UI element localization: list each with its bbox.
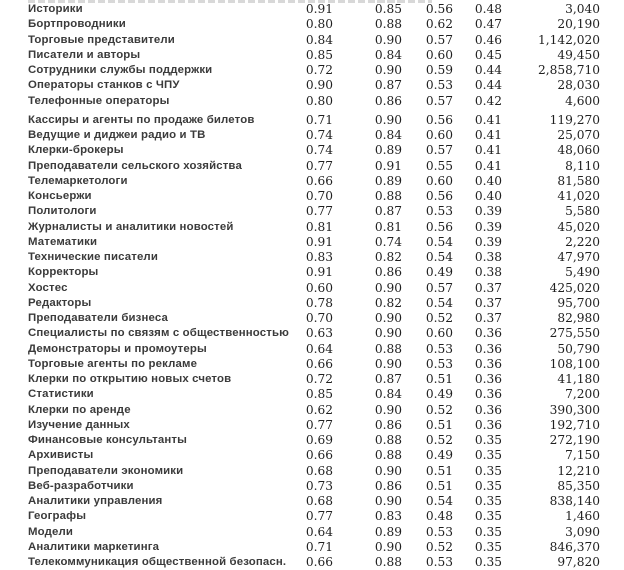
value-cell: 0.52 — [425, 433, 453, 447]
value-cell: 2,220 — [565, 234, 600, 249]
value-cell: 0.83 — [305, 250, 333, 264]
value-cell: 0.36 — [474, 326, 502, 341]
occupation-label: Кассиры и агенты по продаже билетов — [28, 113, 255, 126]
table-row — [0, 174, 624, 189]
occupation-label: Финансовые консультанты — [28, 434, 188, 446]
table-row — [0, 159, 624, 174]
value-cell: 0.82 — [374, 250, 402, 264]
value-cell: 0.54 — [425, 234, 453, 249]
value-cell: 0.63 — [305, 326, 333, 341]
value-cell: 0.35 — [474, 524, 502, 539]
value-cell: 0.53 — [425, 524, 453, 539]
value-cell: 0.56 — [425, 219, 453, 234]
value-cell: 0.53 — [425, 78, 453, 93]
value-cell: 0.35 — [474, 555, 502, 569]
table-row — [0, 387, 624, 402]
table-row — [0, 220, 624, 235]
value-cell: 0.86 — [374, 93, 402, 108]
value-cell: 0.52 — [425, 402, 453, 417]
table-row — [0, 63, 624, 78]
table-row — [0, 433, 624, 448]
value-cell: 0.66 — [305, 555, 333, 569]
occupation-label: Торговые представители — [28, 33, 175, 46]
value-cell: 0.41 — [474, 158, 502, 173]
occupation-label: Ведущие и диджеи радио и ТВ — [28, 129, 206, 141]
value-cell: 3,040 — [565, 2, 600, 16]
value-cell: 0.62 — [305, 402, 333, 417]
occupation-label: Журналисты и аналитики новостей — [28, 220, 234, 233]
table-row — [0, 33, 624, 48]
value-cell: 0.74 — [305, 143, 333, 158]
value-cell: 0.87 — [374, 204, 402, 219]
value-cell: 0.56 — [425, 189, 453, 203]
value-cell: 0.90 — [374, 112, 402, 127]
occupation-label: Телефонные операторы — [28, 94, 170, 107]
value-cell: 0.49 — [425, 448, 453, 463]
value-cell: 0.52 — [425, 539, 453, 554]
value-cell: 45,020 — [557, 219, 600, 234]
value-cell: 5,490 — [565, 265, 600, 280]
occupation-label: Демонстраторы и промоутеры — [28, 342, 207, 355]
value-cell: 0.66 — [305, 173, 333, 188]
value-cell: 0.88 — [374, 341, 402, 356]
value-cell: 0.91 — [305, 234, 333, 249]
table-row — [0, 418, 624, 433]
value-cell: 0.37 — [474, 280, 502, 295]
value-cell: 0.91 — [374, 158, 402, 173]
value-cell: 0.51 — [425, 417, 453, 432]
value-cell: 7,150 — [565, 448, 600, 463]
value-cell: 0.88 — [374, 448, 402, 463]
table-row — [0, 204, 624, 219]
occupation-label: Клерки по аренде — [28, 403, 131, 416]
value-cell: 0.35 — [474, 539, 502, 554]
value-cell: 0.35 — [474, 494, 502, 508]
occupation-label: Политологи — [28, 205, 97, 218]
value-cell: 0.88 — [374, 189, 402, 203]
value-cell: 0.77 — [305, 158, 333, 173]
occupation-label: Изучение данных — [28, 418, 130, 431]
value-cell: 0.60 — [425, 47, 453, 62]
value-cell: 0.78 — [305, 295, 333, 310]
value-cell: 1,460 — [565, 509, 600, 524]
value-cell: 0.70 — [305, 189, 333, 203]
table-row — [0, 540, 624, 555]
value-cell: 0.86 — [374, 478, 402, 493]
value-cell: 0.47 — [474, 17, 502, 32]
value-cell: 0.40 — [474, 173, 502, 188]
value-cell: 0.53 — [425, 555, 453, 569]
value-cell: 0.87 — [374, 78, 402, 93]
occupation-label: Корректоры — [28, 266, 99, 279]
value-cell: 0.51 — [425, 463, 453, 478]
table-row — [0, 311, 624, 326]
value-cell: 12,210 — [557, 463, 600, 478]
value-cell: 0.45 — [474, 47, 502, 62]
value-cell: 0.64 — [305, 524, 333, 539]
value-cell: 0.70 — [305, 311, 333, 325]
occupation-label: Клерки по открытию новых счетов — [28, 373, 232, 385]
value-cell: 0.85 — [374, 2, 402, 16]
value-cell: 20,190 — [557, 17, 600, 32]
table-row — [0, 78, 624, 93]
table-row — [0, 403, 624, 418]
occupation-label: Географы — [28, 510, 87, 523]
occupation-label: Статистики — [28, 388, 94, 401]
occupation-label: Телемаркетологи — [28, 174, 128, 187]
value-cell: 390,300 — [549, 402, 600, 417]
table-row — [0, 281, 624, 296]
occupation-label: Консьержи — [28, 190, 92, 202]
table-row — [0, 189, 624, 204]
value-cell: 0.90 — [374, 356, 402, 371]
value-cell: 425,020 — [549, 280, 600, 295]
value-cell: 0.71 — [305, 112, 333, 127]
value-cell: 0.40 — [474, 189, 502, 203]
value-cell: 0.88 — [374, 433, 402, 447]
value-cell: 0.36 — [474, 387, 502, 402]
value-cell: 0.54 — [425, 295, 453, 310]
value-cell: 0.62 — [425, 17, 453, 32]
value-cell: 0.53 — [425, 341, 453, 356]
value-cell: 8,110 — [565, 158, 600, 173]
table-row — [0, 509, 624, 524]
occupation-label: Историки — [28, 3, 83, 15]
value-cell: 0.84 — [374, 387, 402, 402]
value-cell: 0.35 — [474, 478, 502, 493]
value-cell: 97,820 — [557, 555, 600, 569]
occupation-label: Редакторы — [28, 296, 92, 309]
value-cell: 0.68 — [305, 494, 333, 508]
value-cell: 0.85 — [305, 387, 333, 402]
value-cell: 0.44 — [474, 78, 502, 93]
occupation-label: Операторы станков с ЧПУ — [28, 79, 180, 92]
occupation-label: Писатели и авторы — [28, 48, 141, 61]
value-cell: 0.84 — [374, 47, 402, 62]
occupation-label: Аналитики управления — [28, 495, 163, 507]
occupation-label: Преподаватели сельского хозяйства — [28, 159, 242, 172]
value-cell: 0.54 — [425, 250, 453, 264]
value-cell: 3,090 — [565, 524, 600, 539]
value-cell: 28,030 — [557, 78, 600, 93]
value-cell: 0.53 — [425, 204, 453, 219]
value-cell: 0.35 — [474, 463, 502, 478]
value-cell: 0.36 — [474, 402, 502, 417]
value-cell: 0.86 — [374, 417, 402, 432]
occupation-label: Бортпроводники — [28, 18, 126, 31]
value-cell: 0.90 — [374, 494, 402, 508]
value-cell: 5,580 — [565, 204, 600, 219]
value-cell: 0.90 — [374, 402, 402, 417]
value-cell: 0.51 — [425, 478, 453, 493]
table-row — [0, 326, 624, 341]
value-cell: 0.48 — [474, 2, 502, 16]
table-row — [0, 342, 624, 357]
value-cell: 0.57 — [425, 143, 453, 158]
occupation-label: Веб-разработчики — [28, 479, 134, 492]
occupation-label: Модели — [28, 525, 73, 538]
table-row — [0, 17, 624, 32]
value-cell: 50,790 — [557, 341, 600, 356]
value-cell: 0.49 — [425, 387, 453, 402]
value-cell: 0.36 — [474, 372, 502, 386]
value-cell: 0.35 — [474, 433, 502, 447]
value-cell: 1,142,020 — [537, 32, 600, 47]
value-cell: 0.77 — [305, 204, 333, 219]
table-row — [0, 250, 624, 265]
value-cell: 0.56 — [425, 2, 453, 16]
value-cell: 0.35 — [474, 509, 502, 524]
occupation-label: Торговые агенты по рекламе — [28, 357, 198, 370]
value-cell: 25,070 — [557, 128, 600, 142]
value-cell: 0.74 — [374, 234, 402, 249]
occupation-label: Преподаватели бизнеса — [28, 312, 168, 324]
value-cell: 0.48 — [425, 509, 453, 524]
value-cell: 0.90 — [374, 280, 402, 295]
table-row — [0, 235, 624, 250]
value-cell: 2,858,710 — [537, 63, 600, 77]
table-row — [0, 143, 624, 158]
value-cell: 108,100 — [549, 356, 600, 371]
value-cell: 0.37 — [474, 295, 502, 310]
table-row — [0, 448, 624, 463]
value-cell: 0.83 — [374, 509, 402, 524]
value-cell: 0.46 — [474, 32, 502, 47]
value-cell: 0.72 — [305, 372, 333, 386]
value-cell: 7,200 — [565, 387, 600, 402]
value-cell: 0.71 — [305, 539, 333, 554]
table-row — [0, 357, 624, 372]
value-cell: 0.66 — [305, 356, 333, 371]
occupation-label: Хостес — [28, 281, 68, 294]
value-cell: 0.90 — [374, 539, 402, 554]
table-row — [0, 494, 624, 509]
value-cell: 846,370 — [549, 539, 600, 554]
occupation-label: Архивисты — [28, 449, 94, 462]
value-cell: 0.88 — [374, 17, 402, 32]
value-cell: 0.89 — [374, 143, 402, 158]
value-cell: 0.81 — [305, 219, 333, 234]
value-cell: 48,060 — [557, 143, 600, 158]
occupation-label: Телекоммуникация общественной безопасн. — [28, 556, 287, 568]
value-cell: 0.82 — [374, 295, 402, 310]
value-cell: 0.84 — [374, 128, 402, 142]
value-cell: 0.81 — [374, 219, 402, 234]
value-cell: 0.88 — [374, 555, 402, 569]
value-cell: 275,550 — [549, 326, 600, 341]
value-cell: 0.59 — [425, 63, 453, 77]
value-cell: 838,140 — [549, 494, 600, 508]
table-row — [0, 464, 624, 479]
occupation-label: Аналитики маркетинга — [28, 540, 160, 553]
value-cell: 0.56 — [425, 112, 453, 127]
value-cell: 0.37 — [474, 311, 502, 325]
value-cell: 0.85 — [305, 47, 333, 62]
value-cell: 0.66 — [305, 448, 333, 463]
value-cell: 0.80 — [305, 17, 333, 32]
value-cell: 0.77 — [305, 509, 333, 524]
value-cell: 0.84 — [305, 32, 333, 47]
value-cell: 0.90 — [374, 63, 402, 77]
table-row — [0, 525, 624, 540]
value-cell: 0.39 — [474, 204, 502, 219]
value-cell: 0.86 — [374, 265, 402, 280]
value-cell: 272,190 — [549, 433, 600, 447]
value-cell: 0.52 — [425, 311, 453, 325]
table-row — [0, 2, 624, 17]
table-row — [0, 48, 624, 63]
value-cell: 0.44 — [474, 63, 502, 77]
value-cell: 4,600 — [565, 93, 600, 108]
value-cell: 0.57 — [425, 93, 453, 108]
value-cell: 0.39 — [474, 219, 502, 234]
value-cell: 0.38 — [474, 265, 502, 280]
table-row — [0, 94, 624, 109]
value-cell: 0.41 — [474, 143, 502, 158]
table-row — [0, 555, 624, 570]
value-cell: 0.36 — [474, 341, 502, 356]
occupation-label: Сотрудники службы поддержки — [28, 64, 213, 76]
occupation-label: Специалисты по связям с общественностью — [28, 327, 290, 340]
value-cell: 41,180 — [557, 372, 600, 386]
value-cell: 0.90 — [374, 463, 402, 478]
value-cell: 0.54 — [425, 494, 453, 508]
occupation-label: Технические писатели — [28, 251, 158, 263]
value-cell: 0.38 — [474, 250, 502, 264]
value-cell: 41,020 — [557, 189, 600, 203]
value-cell: 0.60 — [305, 280, 333, 295]
value-cell: 0.60 — [425, 128, 453, 142]
value-cell: 0.68 — [305, 463, 333, 478]
value-cell: 0.57 — [425, 32, 453, 47]
value-cell: 0.91 — [305, 2, 333, 16]
value-cell: 49,450 — [557, 47, 600, 62]
value-cell: 0.60 — [425, 173, 453, 188]
value-cell: 0.80 — [305, 93, 333, 108]
value-cell: 85,350 — [557, 478, 600, 493]
value-cell: 0.51 — [425, 372, 453, 386]
value-cell: 0.60 — [425, 326, 453, 341]
table-row — [0, 113, 624, 128]
occupation-label: Математики — [28, 235, 98, 248]
value-cell: 0.90 — [374, 326, 402, 341]
value-cell: 0.90 — [374, 32, 402, 47]
table-row — [0, 479, 624, 494]
value-cell: 0.41 — [474, 128, 502, 142]
value-cell: 0.73 — [305, 478, 333, 493]
occupation-label: Преподаватели экономики — [28, 464, 184, 477]
value-cell: 0.89 — [374, 524, 402, 539]
value-cell: 0.74 — [305, 128, 333, 142]
value-cell: 0.53 — [425, 356, 453, 371]
value-cell: 0.35 — [474, 448, 502, 463]
value-cell: 0.41 — [474, 112, 502, 127]
value-cell: 192,710 — [549, 417, 600, 432]
value-cell: 0.91 — [305, 265, 333, 280]
value-cell: 0.64 — [305, 341, 333, 356]
value-cell: 0.36 — [474, 356, 502, 371]
table-row — [0, 296, 624, 311]
value-cell: 81,580 — [557, 173, 600, 188]
value-cell: 0.90 — [374, 311, 402, 325]
value-cell: 0.39 — [474, 234, 502, 249]
value-cell: 0.69 — [305, 433, 333, 447]
value-cell: 0.77 — [305, 417, 333, 432]
table-row — [0, 128, 624, 143]
value-cell: 47,970 — [557, 250, 600, 264]
value-cell: 0.36 — [474, 417, 502, 432]
value-cell: 95,700 — [557, 295, 600, 310]
value-cell: 119,270 — [549, 112, 600, 127]
table-row — [0, 265, 624, 280]
value-cell: 0.72 — [305, 63, 333, 77]
value-cell: 0.87 — [374, 372, 402, 386]
table-row — [0, 372, 624, 387]
value-cell: 0.90 — [305, 78, 333, 93]
value-cell: 0.49 — [425, 265, 453, 280]
value-cell: 0.42 — [474, 93, 502, 108]
value-cell: 0.89 — [374, 173, 402, 188]
value-cell: 0.55 — [425, 158, 453, 173]
value-cell: 82,980 — [557, 311, 600, 325]
occupation-label: Клерки-брокеры — [28, 144, 124, 157]
value-cell: 0.57 — [425, 280, 453, 295]
